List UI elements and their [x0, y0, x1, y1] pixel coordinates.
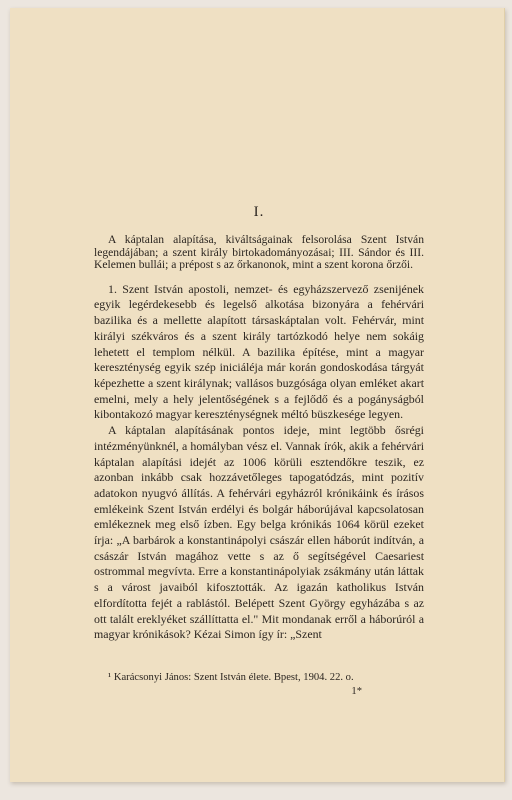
page-signature: 1*: [351, 685, 362, 697]
paragraph: 1. Szent István apostoli, nemzet- és egyházszervező zsenijének egyik legérdekesebb és legelső alkotása bizonyára a fehérvári bazilika és a mellette alapított társaskáptalan volt. Fehérvár, mint királyi székváros és a szent király tartózkodó helye nem sokáig lehetett el templom nélkül. A bazilika építése, mint a magyar kereszténység egyik szép iniciáléja már korán gondoskodása tárgyát képezhette a szent királynak; vallásos buzgósága olyan emléket akart emelni, mely a hely jelentőségének s a fejlődő és a pogányságból kibontakozó magyar kereszténységnek méltó büszkesége legyen.: [94, 281, 424, 422]
paragraph: A káptalan alapításának pontos ideje, mint legtöbb ősrégi intézményünknél, a homályban vész el. Vannak írók, akik a fehérvári káptalan alapítási idejét az 1006 körüli esztendőkre teszik, ez azonban inkább csak hozzávetőleges tapogatódzás, mint pozitív adatokon nyugvó állítás. A fehérvári egyházról krónikáink és írásos emlékeink Szent István erdélyi és bolgár háborújával kapcsolatosan emlékeznek meg első ízben. Egy belga krónikás 1064 körül ezeket írja: „A barbárok a konstantinápolyi császár ellen háborút indítván, a császár István magához vette s az ő segítségével Caesariest ostrommal megvívta. Erre a konstantinápolyiak zsákmány után láttak s a várost javaiból kifosztották. Az igazán katholikus István elfordította fejét a rablástól. Belépett Szent György egyházába s az ott talált ereklyéket szállíttatta el." Mit mondanak erről a háborúról a magyar krónikások? Kézai Simon így ír: „Szent: [94, 423, 424, 642]
body-text: [94, 282, 424, 643]
book-page: [10, 8, 505, 782]
chapter-number: I.: [253, 204, 265, 220]
chapter-summary: A káptalan alapítása, kiváltságainak felsorolása Szent István legendájában; a szent király birtokadományozásai; III. Sándor és III. Kelemen bullái; a prépost s az őrkanonok, mint a szent korona őrzői.: [94, 233, 424, 272]
footnote: ¹ Karácsonyi János: Szent István élete. Bpest, 1904. 22. o.: [108, 671, 354, 683]
page-content: [94, 204, 424, 697]
